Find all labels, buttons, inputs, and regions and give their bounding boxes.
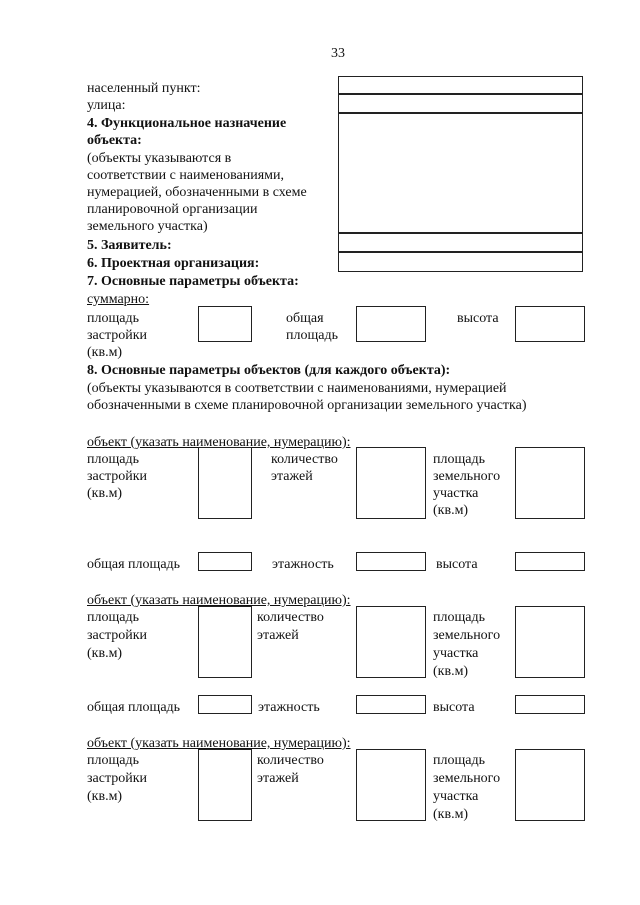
obj-land-label: участка	[433, 646, 479, 661]
section4-note-line: земельного участка)	[87, 219, 208, 234]
section8-note: обозначенными в схеме планировочной организации земельного участка)	[87, 398, 527, 413]
obj-builtup-label: застройки	[87, 771, 148, 786]
obj-floors-label: количество	[257, 753, 324, 768]
obj3-builtup-field[interactable]	[198, 749, 252, 821]
section4-note-line: (объекты указываются в	[87, 151, 232, 166]
obj1-builtup-field[interactable]	[198, 447, 252, 519]
section4-title-line1: 4. Функциональное назначение	[87, 116, 287, 131]
obj-height-label: высота	[433, 700, 475, 715]
obj-floors-label: этажей	[257, 628, 299, 643]
obj-floors-label: количество	[257, 610, 324, 625]
obj2-floors-field[interactable]	[356, 606, 426, 678]
obj3-land-field[interactable]	[515, 749, 585, 821]
obj-land-label: земельного	[433, 771, 501, 786]
s7-total-label: общая	[286, 311, 324, 326]
obj2-land-field[interactable]	[515, 606, 585, 678]
function-field[interactable]	[338, 113, 583, 233]
obj-total-area-label: общая площадь	[87, 557, 181, 572]
obj2-total-area-field[interactable]	[198, 695, 252, 714]
obj-floors-label: этажей	[257, 771, 299, 786]
page-number: 33	[331, 46, 345, 61]
obj-land-label: (кв.м)	[433, 664, 469, 679]
section6-title: 6. Проектная организация:	[87, 256, 260, 271]
section8-note: (объекты указываются в соответствии с наименованиями, нумерацией	[87, 381, 507, 396]
obj-floors-label: этажей	[271, 469, 313, 484]
obj-floors-label: количество	[271, 452, 338, 467]
obj2-builtup-field[interactable]	[198, 606, 252, 678]
object-header: объект (указать наименование, нумерацию):	[87, 435, 351, 450]
obj2-storeys-field[interactable]	[356, 695, 426, 714]
section4-note-line: нумерацией, обозначенными в схеме	[87, 185, 307, 200]
obj1-storeys-field[interactable]	[356, 552, 426, 571]
obj-land-label: площадь	[433, 452, 485, 467]
obj-builtup-label: (кв.м)	[87, 646, 123, 661]
obj-builtup-label: застройки	[87, 469, 148, 484]
obj3-floors-field[interactable]	[356, 749, 426, 821]
s7-height-field[interactable]	[515, 306, 585, 342]
section4-title-line2: объекта:	[87, 133, 142, 148]
summary-label: суммарно:	[87, 292, 150, 307]
street-field[interactable]	[338, 94, 583, 113]
obj-land-label: (кв.м)	[433, 807, 469, 822]
applicant-field[interactable]	[338, 233, 583, 252]
obj2-height-field[interactable]	[515, 695, 585, 714]
obj-storeys-label: этажность	[272, 557, 334, 572]
s7-builtup-field[interactable]	[198, 306, 252, 342]
s7-total-label: площадь	[286, 328, 338, 343]
section4-note-line: планировочной организации	[87, 202, 258, 217]
obj1-land-field[interactable]	[515, 447, 585, 519]
obj-land-label: площадь	[433, 753, 485, 768]
obj-land-label: участка	[433, 486, 479, 501]
obj-total-area-label: общая площадь	[87, 700, 181, 715]
obj-land-label: земельного	[433, 469, 501, 484]
obj-land-label: участка	[433, 789, 479, 804]
obj-builtup-label: (кв.м)	[87, 486, 123, 501]
design-org-field[interactable]	[338, 252, 583, 272]
obj1-floors-field[interactable]	[356, 447, 426, 519]
street-label: улица:	[87, 98, 126, 113]
obj-builtup-label: застройки	[87, 628, 148, 643]
section4-note-line: соответствии с наименованиями,	[87, 168, 284, 183]
s7-height-label: высота	[457, 311, 499, 326]
obj-land-label: земельного	[433, 628, 501, 643]
section7-title: 7. Основные параметры объекта:	[87, 274, 299, 289]
obj-height-label: высота	[436, 557, 478, 572]
section5-title: 5. Заявитель:	[87, 238, 172, 253]
object-header: объект (указать наименование, нумерацию):	[87, 736, 351, 751]
s7-total-field[interactable]	[356, 306, 426, 342]
obj-land-label: (кв.м)	[433, 503, 469, 518]
settlement-label: населенный пункт:	[87, 81, 201, 96]
settlement-field[interactable]	[338, 76, 583, 94]
obj-builtup-label: площадь	[87, 452, 139, 467]
obj-builtup-label: площадь	[87, 610, 139, 625]
s7-builtup-label: (кв.м)	[87, 345, 123, 360]
s7-builtup-label: площадь	[87, 311, 139, 326]
s7-builtup-label: застройки	[87, 328, 148, 343]
obj-land-label: площадь	[433, 610, 485, 625]
obj-storeys-label: этажность	[258, 700, 320, 715]
section8-title: 8. Основные параметры объектов (для каждого объекта):	[87, 363, 451, 378]
obj-builtup-label: (кв.м)	[87, 789, 123, 804]
object-header: объект (указать наименование, нумерацию):	[87, 593, 351, 608]
obj1-total-area-field[interactable]	[198, 552, 252, 571]
obj1-height-field[interactable]	[515, 552, 585, 571]
obj-builtup-label: площадь	[87, 753, 139, 768]
